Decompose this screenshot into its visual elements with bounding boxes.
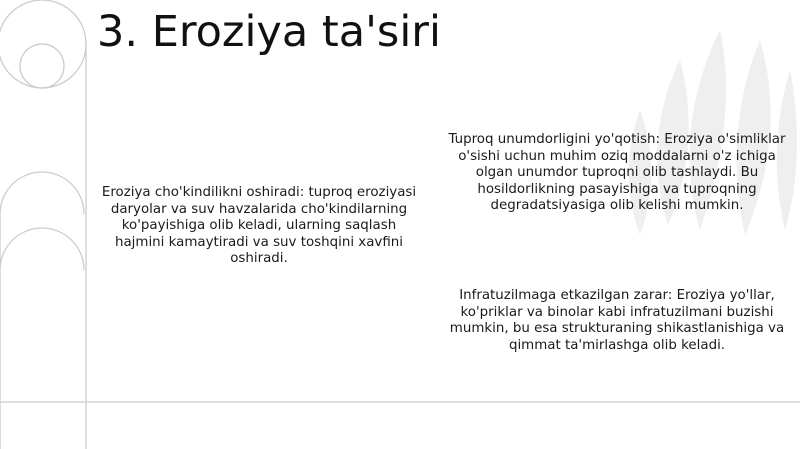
paragraph-soil-fertility: Tuproq unumdorligini yo'qotish: Eroziya o'simliklar o'sishi uchun muhim oziq moddalarni o'z ichiga olgan unumdor tuproqni olib tashlaydi. Bu hosildorlikning pasayishiga va tuproqning degradatsiyasiga olib kelishi mumkin. <box>448 132 786 214</box>
paragraph-sedimentation: Eroziya cho'kindilikni oshiradi: tuproq eroziyasi daryolar va suv havzalarida cho'kindilarning ko'payishiga olib keladi, ularning saqlash hajmini kamaytiradi va suv toshqini xavfini oshiradi. <box>101 185 417 267</box>
slide-title: 3. Eroziya ta'siri <box>97 7 441 57</box>
paragraph-infrastructure: Infratuzilmaga etkazilgan zarar: Eroziya yo'llar, ko'priklar va binolar kabi infratuzilmani buzishi mumkin, bu esa strukturaning shikastlanishiga va qimmat ta'mirlashga olib keladi. <box>449 288 785 353</box>
